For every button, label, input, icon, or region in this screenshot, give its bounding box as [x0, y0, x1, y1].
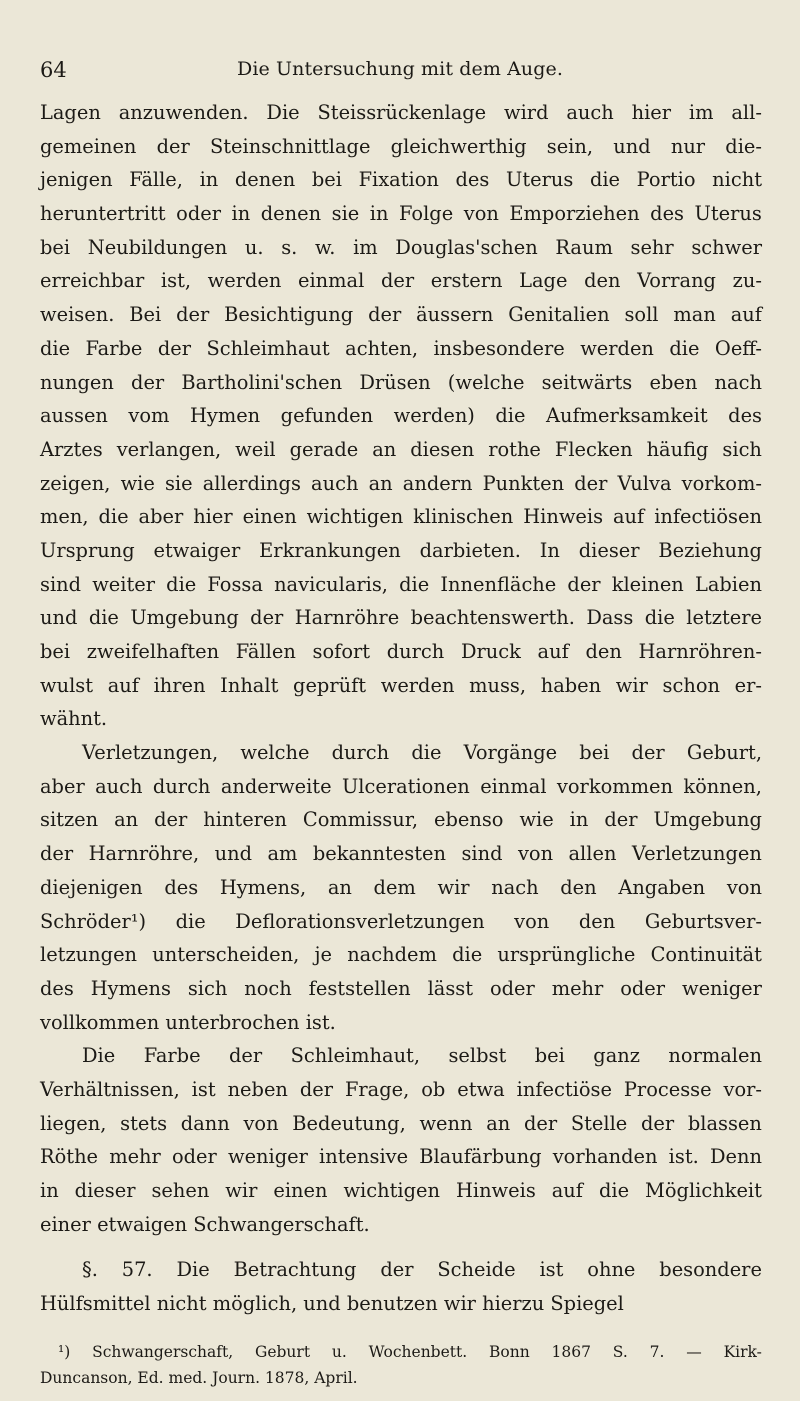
text-line: bei Neubildungen u. s. w. im Douglas'schen Raum sehr schwer: [40, 235, 762, 259]
paragraph-positioning: [40, 96, 762, 736]
text-line: des Hymens sich noch feststellen lässt oder mehr oder weniger: [40, 976, 762, 1000]
text-line: letzungen unterscheiden, je nachdem die ursprüngliche Continuität: [40, 943, 762, 967]
text-line: weisen. Bei der Besichtigung der äussern Genitalien soll man auf: [40, 303, 762, 327]
text-line: aussen vom Hymen gefunden werden) die Aufmerksamkeit des: [40, 404, 762, 428]
text-line: wähnt.: [40, 707, 108, 731]
text-line: und die Umgebung der Harnröhre beachtenswerth. Dass die letztere: [40, 606, 762, 630]
text-line: jenigen Fälle, in denen bei Fixation des Uterus die Portio nicht: [40, 168, 762, 192]
footnote-line: Duncanson, Ed. med. Journ. 1878, April.: [40, 1368, 358, 1387]
text-line: Die Farbe der Schleimhaut, selbst bei ganz normalen: [82, 1044, 762, 1068]
footnote: [40, 1339, 762, 1391]
text-line: aber auch durch anderweite Ulcerationen einmal vorkommen können,: [40, 774, 762, 798]
page-header: [20, 58, 780, 88]
text-line: diejenigen des Hymens, an dem wir nach den Angaben von: [40, 875, 762, 899]
footnote-line: ¹) Schwangerschaft, Geburt u. Wochenbett. Bonn 1867 S. 7. — Kirk-: [58, 1342, 762, 1361]
text-line: wulst auf ihren Inhalt geprüft werden muss, haben wir schon er-: [40, 673, 762, 697]
text-line: liegen, stets dann von Bedeutung, wenn an der Stelle der blassen: [40, 1111, 762, 1135]
text-line: vollkommen unterbrochen ist.: [40, 1010, 336, 1034]
text-line: die Farbe der Schleimhaut achten, insbesondere werden die Oeff-: [40, 336, 762, 360]
text-line: nungen der Bartholini'schen Drüsen (welche seitwärts eben nach: [40, 370, 762, 394]
page-number: 64: [40, 58, 67, 82]
text-line: der Harnröhre, und am bekanntesten sind von allen Verletzungen: [40, 842, 762, 866]
paragraph-injuries: [40, 736, 762, 1039]
paragraph-mucosa-color: [40, 1039, 762, 1241]
body-text: [40, 96, 762, 1391]
text-line: einer etwaigen Schwangerschaft.: [40, 1212, 370, 1236]
text-line: gemeinen der Steinschnittlage gleichwerthig sein, und nur die-: [40, 134, 762, 158]
text-line: sitzen an der hinteren Commissur, ebenso wie in der Umgebung: [40, 808, 762, 832]
text-line: heruntertritt oder in denen sie in Folge von Emporziehen des Uterus: [40, 202, 762, 226]
paragraph-section-57: [40, 1253, 762, 1320]
text-line: bei zweifelhaften Fällen sofort durch Druck auf den Harnröhren-: [40, 640, 762, 663]
text-line: erreichbar ist, werden einmal der erstern Lage den Vorrang zu-: [40, 269, 762, 293]
text-line: in dieser sehen wir einen wichtigen Hinweis auf die Möglichkeit: [40, 1179, 762, 1202]
text-line: Ursprung etwaiger Erkrankungen darbieten. In dieser Beziehung: [40, 538, 762, 562]
text-line: Lagen anzuwenden. Die Steissrückenlage wird auch hier im all-: [40, 101, 762, 124]
text-line: §. 57. Die Betrachtung der Scheide ist ohne besondere: [82, 1258, 762, 1282]
text-line: Verhältnissen, ist neben der Frage, ob etwa infectiöse Processe vor-: [40, 1077, 762, 1101]
text-line: Arztes verlangen, weil gerade an diesen rothe Flecken häufig sich: [40, 437, 762, 461]
text-line: Röthe mehr oder weniger intensive Blaufärbung vorhanden ist. Denn: [40, 1145, 762, 1169]
text-line: Schröder¹) die Deflorationsverletzungen von den Geburtsver-: [40, 909, 762, 933]
text-line: Hülfsmittel nicht möglich, und benutzen wir hierzu Spiegel: [40, 1292, 624, 1316]
text-line: sind weiter die Fossa navicularis, die Innenfläche der kleinen Labien: [40, 572, 762, 596]
text-line: men, die aber hier einen wichtigen klinischen Hinweis auf infectiösen: [40, 505, 762, 529]
text-line: Verletzungen, welche durch die Vorgänge bei der Geburt,: [82, 741, 762, 765]
text-line: zeigen, wie sie allerdings auch an andern Punkten der Vulva vorkom-: [40, 471, 762, 495]
running-head: Die Untersuchung mit dem Auge.: [237, 58, 563, 80]
